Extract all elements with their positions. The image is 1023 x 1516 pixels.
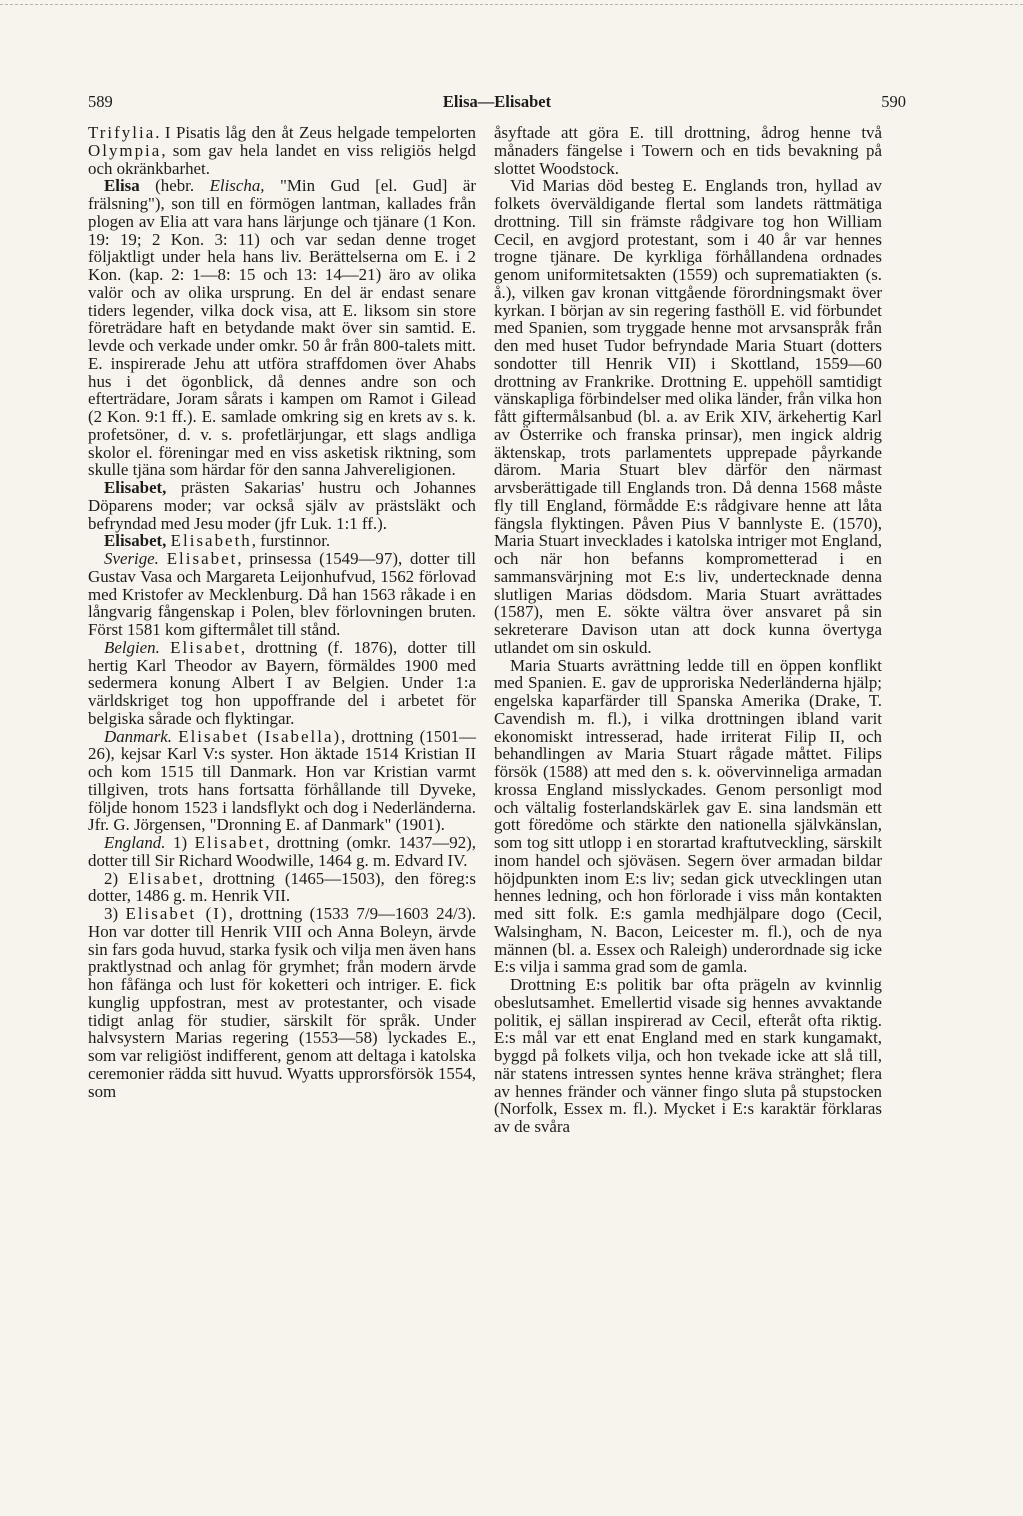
right-column <box>494 124 882 1136</box>
entry-elisabet-princesses: Elisabet, Elisabeth, furstinnor. <box>104 531 331 551</box>
headword-elisa: Elisa <box>104 176 140 196</box>
page-top-edge <box>0 4 1023 5</box>
headword-elisabet: Elisabet, <box>104 478 167 497</box>
page-title: Elisa—Elisabet <box>442 92 552 111</box>
entry-sverige: Sverige. Elisabet, prinsessa (1549—97), dotter till Gustav Vasa och Margareta Leijonhufvud, 1562 förlovad med Kristofer av Mecklenburg. Då han 1563 råkade i en långvarig fångenskap i Polen, blev förlovningen bruten. Först 1581 kom giftermålet till stånd. <box>88 549 476 639</box>
left-column <box>88 124 476 1100</box>
entry-danmark: Danmark. Elisabet (Isabella), drottning (1501—26), kejsar Karl V:s syster. Hon äktade 1514 Kristian II och kom 1515 till Danmark. Hon var Kristian varmt tillgiven, trots hans fortsatta förhållande till Dyveke, följde honom 1523 i landsflykt och dog i Nederländerna. Jfr. G. Jörgensen, "Dronning E. af Danmark" (1901). <box>88 726 476 835</box>
entry-england-3: 3) Elisabet (I), drottning (1533 7/9—1603 24/3). Hon var dotter till Henrik VIII och Anna Boleyn, ärvde sin fars goda huvud, starka fysik och vilja men även hans praktlystnad och anlag för grymhet; från modern ärvde hon fåfänga och lust för koketteri och intriger. E. fick kunglig uppfostran, mest av protestanter, och visade tidigt anlag för studier, särskilt för språk. Under halvsystern Marias regering (1553—58) lyckades E., som var religiöst indifferent, genom att deltaga i katolska ceremonier rädda sitt huvud. Wyatts upprorsförsök 1554, som <box>88 904 477 1101</box>
paragraph: Maria Stuarts avrättning ledde till en öppen konflikt med Spanien. E. gav de upproriska Nederländerna hjälp; engelska kaparfärder till Spanska Amerika (Drake, T. Cavendish m. fl.), i vilka drottningen ibland varit ekonomiskt intresserad, hade irriterat Filip II, och behandlingen av Maria Stuart rågade måttet. Filips försök (1588) att med den s. k. oövervinneliga armadan krossa England misslyckades. Genom personligt mod och vältalig fosterlandskärlek gav E. sina landsmän ett gott föredöme och stärkte den nationella självkänslan, som tog sitt utlopp i en storartad kraftutveckling, särskilt inom handel och sjöväsen. Segern över armadan bildar höjdpunkten inom E:s liv; sedan gick utvecklingen utan hennes ledning, och hon förlorade i viss mån kontakten med sitt folk. E:s gamla medhjälpare dogo (Cecil, Walsingham, N. Bacon, Leicester m. fl.), och de nya männen (bl. a. Essex och Raleigh) underordnade sig icke E:s vilja i samma grad som de gamla. <box>494 655 882 977</box>
paragraph: Vid Marias död besteg E. Englands tron, hyllad av folkets överväldigande flertal som landets rättmätiga drottning. Till sin främste rådgivare tog hon William Cecil, en avgjord protestant, som i 40 år var hennes trogne tjänare. De kyrkliga förhållandena ordnades genom uniformitetsakten (1559) och suprematiakten (s. å.), vilken gav kronan vittgående förordningsmakt över kyrkan. I början av sin regering fasthöll E. vid förbundet med Spanien, som tryggade henne mot arvsanspråk från den med huset Tudor befryndade Maria Stuart (dotters sondotter till Henrik VII) i Skottland, 1559—60 drottning av Frankrike. Drottning E. uppehöll samtidigt vänskapliga förbindelser med olika länder, från vilka hon fått giftermålsanbud (bl. a. av Erik XIV, ärkehertig Karl av Österrike och franska prinsar), men ingick aldrig äktenskap, trots parlamentets upprepade påyrkande därom. Maria Stuart blev därför den närmast arvsberättigade till Englands tron. Då denna 1568 måste fly till England, förmådde E:s rådgivare henne att låta fängsla flyktingen. Påven Pius V bannlyste E. (1570), Maria Stuart invecklades i katolska intriger mot England, och när hon befanns komprometterad i en sammansvärjning mot E:s liv, undertecknade denna slutligen Marias dödsdom. Maria Stuart avrättades (1587), men E. sökte vältra över ansvaret på sin sekreterare Davison utan att dock kunna övertyga utlandet om sin oskuld. <box>494 176 882 657</box>
page-number-left: 589 <box>88 92 113 111</box>
entry-elisabet-bible: Elisabet, prästen Sakarias' hustru och Johannes Döparens moder; var också själv av prästsläkt och befryndad med Jesu moder (jfr Luk. 1:1 ff.). <box>88 478 476 533</box>
country-tag: Danmark. <box>104 726 173 746</box>
country-tag: England. <box>104 833 166 852</box>
country-tag: Sverige. <box>104 549 159 568</box>
page-number-right: 590 <box>881 92 906 111</box>
entry-england-1: England. 1) Elisabet, drottning (omkr. 1437—92), dotter till Sir Richard Woodwille, 1464 g. m. Edvard IV. <box>88 833 476 870</box>
entry-elisa: Elisa (hebr. Elischa, "Min Gud [el. Gud] är frälsning"), son till en förmögen lantman, kallades från plogen av Elia att vara hans lärjunge och tjänare (1 Kon. 19: 19; 2 Kon. 3: 11) och var sedan denne troget följaktligt under hela hans liv. Berättelserna om E. i 2 Kon. (kap. 2: 1—8: 15 och 13: 14—21) äro av olika valör och av olika ursprung. En del är endast senare tiders legender, vilka dock visa, att E. liksom sin store företrädare haft en betydande makt över sin samtid. E. levde och verkade under omkr. 50 år från 800-talets mitt. E. inspirerade Jehu att utföra straffdomen över Ahabs hus i det ögonblick, då dennes andre son och efterträdare, Joram sårats i kampen om Ramot i Gilead (2 Kon. 9:1 ff.). E. samlade omkring sig en krets av s. k. profetsöner, d. v. s. profetlärjungar, ett slags andliga skolor el. föreningar med en viss asketisk riktning, som skulle tjäna som härdar för den sanna Jahvereligionen. <box>88 176 477 480</box>
entry-england-2: 2) Elisabet, drottning (1465—1503), den föreg:s dotter, 1486 g. m. Henrik VII. <box>88 868 476 906</box>
country-tag: Belgien. <box>104 637 160 657</box>
running-header <box>88 92 906 114</box>
entry-belgien: Belgien. Elisabet, drottning (f. 1876), dotter till hertig Karl Theodor av Bayern, förmäldes 1900 med sedermera konung Albert I av Belgien. Under 1:a världskriget tog hon uppoffrande del i arbetet för belgiska sårade och flyktingar. <box>88 637 476 728</box>
entry-trifylia-continued: Trifylia. I Pisatis låg den åt Zeus helgade tempelorten Olympia, som gav hela landet en viss religiös helgd och okränkbarhet. <box>88 123 476 178</box>
headword-elisabet: Elisabet, <box>104 531 167 551</box>
paragraph: åsyftade att göra E. till drottning, ådrog henne två månaders fängelse i Towern och en tids bevakning på slottet Woodstock. <box>494 123 882 178</box>
paragraph: Drottning E:s politik bar ofta prägeln av kvinnlig obeslutsamhet. Emellertid visade sig hennes avvaktande politik, ej sällan inspirerad av Cecil, efteråt ofta riktig. E:s mål var ett enat England med en stark kungamakt, byggd på folkets vilja, och hon tvekade icke att slå till, när statens intressen syntes henne kräva stränghet; flera av hennes fränder och vänner fingo sluta på stupstocken (Norfolk, Essex m. fl.). Mycket i E:s karaktär förklaras av de svåra <box>494 975 882 1136</box>
